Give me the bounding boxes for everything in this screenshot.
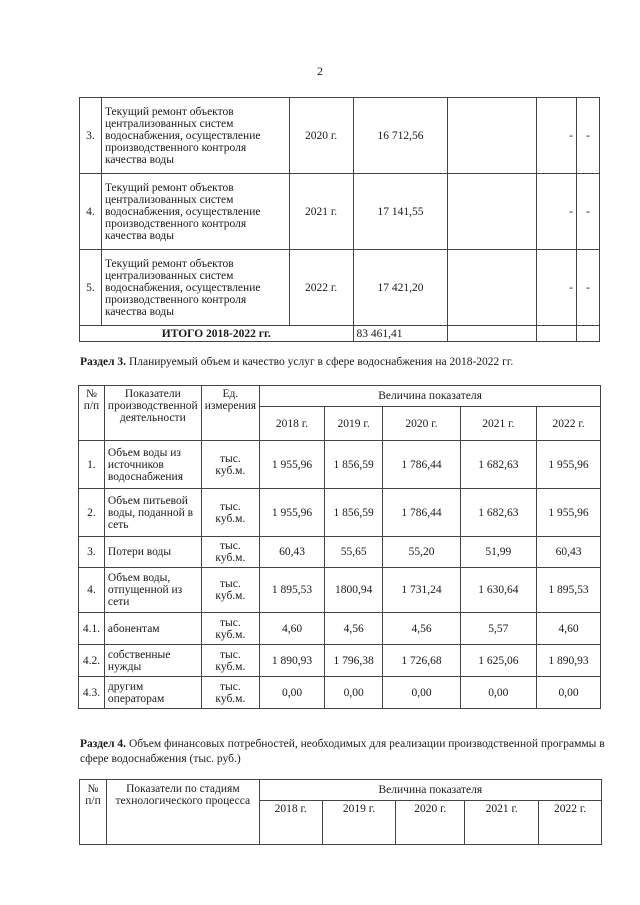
table-row — [79, 441, 601, 489]
num-header: № п/п — [79, 386, 105, 441]
indicator-name: Объем питьевой воды, поданной в сеть — [104, 489, 201, 537]
value-cell: 55,65 — [324, 537, 382, 568]
value-cell: 4,56 — [383, 613, 460, 645]
dash-cell: - — [576, 174, 599, 250]
measure-name: Текущий ремонт объектов централизованных систем водоснабжения, осуществление производственного контроля качества воды — [101, 174, 289, 250]
row-number: 4.3. — [79, 677, 105, 709]
value-cell: 1 890,93 — [260, 645, 325, 677]
measures-table — [79, 97, 600, 342]
section4-text: Объем финансовых потребностей, необходимых для реализации производственной программы в сфере водоснабжения (тыс. руб.) — [80, 738, 605, 765]
empty-cell — [448, 326, 537, 342]
value-cell: 1 955,96 — [260, 441, 325, 489]
measure-amount: 17 421,20 — [353, 250, 448, 326]
unit-cell: тыс. куб.м. — [201, 441, 259, 489]
value-cell: 4,60 — [260, 613, 325, 645]
dash-cell: - — [537, 250, 577, 326]
measure-name: Текущий ремонт объектов централизованных систем водоснабжения, осуществление производственного контроля качества воды — [101, 98, 289, 174]
unit-cell: тыс. куб.м. — [201, 489, 259, 537]
value-cell: 1 895,53 — [537, 568, 601, 613]
value-cell: 60,43 — [260, 537, 325, 568]
value-cell: 1 682,63 — [460, 441, 536, 489]
measure-amount: 17 141,55 — [353, 174, 448, 250]
dash-cell: - — [576, 250, 599, 326]
value-cell: 5,57 — [460, 613, 536, 645]
unit-cell: тыс. куб.м. — [201, 537, 259, 568]
year-header: 2019 г. — [324, 407, 382, 441]
empty-cell — [448, 98, 537, 174]
value-cell: 51,99 — [460, 537, 536, 568]
value-cell: 1 786,44 — [383, 489, 460, 537]
empty-cell — [448, 174, 537, 250]
year-header: 2022 г. — [539, 801, 602, 845]
indicator-name: Потери воды — [104, 537, 201, 568]
measure-year: 2020 г. — [289, 98, 353, 174]
row-number: 1. — [79, 441, 105, 489]
indicator-name: собственные нужды — [104, 645, 201, 677]
table-row — [79, 568, 601, 613]
value-cell: 1 625,06 — [460, 645, 536, 677]
section3-heading — [80, 355, 605, 370]
value-cell: 55,20 — [383, 537, 460, 568]
empty-cell — [448, 250, 537, 326]
indicator-name: Объем воды из источников водоснабжения — [104, 441, 201, 489]
total-label: ИТОГО 2018-2022 гг. — [80, 326, 354, 342]
section3-label: Раздел 3. — [80, 356, 127, 368]
row-number: 4.2. — [79, 645, 105, 677]
year-header: 2021 г. — [460, 407, 536, 441]
section4-heading — [80, 737, 605, 767]
value-cell: 1 796,38 — [324, 645, 382, 677]
row-number: 4. — [79, 568, 105, 613]
row-number: 3. — [79, 537, 105, 568]
services-volume-table — [78, 385, 601, 709]
measure-year: 2022 г. — [289, 250, 353, 326]
value-cell: 60,43 — [537, 537, 601, 568]
value-cell: 1 955,96 — [260, 489, 325, 537]
value-cell: 1 955,96 — [537, 441, 601, 489]
row-number: 5. — [80, 250, 102, 326]
year-header: 2018 г. — [259, 801, 322, 845]
total-row — [80, 326, 600, 342]
unit-cell: тыс. куб.м. — [201, 568, 259, 613]
value-cell: 0,00 — [460, 677, 536, 709]
year-header: 2019 г. — [322, 801, 396, 845]
section3-text: Планируемый объем и качество услуг в сфере водоснабжения на 2018-2022 гг. — [128, 356, 514, 368]
value-cell: 1800,94 — [324, 568, 382, 613]
value-cell: 1 955,96 — [537, 489, 601, 537]
value-cell: 1 895,53 — [260, 568, 325, 613]
value-cell: 4,60 — [537, 613, 601, 645]
row-number: 3. — [80, 98, 102, 174]
dash-cell: - — [537, 174, 577, 250]
value-cell: 1 786,44 — [383, 441, 460, 489]
year-header: 2020 г. — [383, 407, 460, 441]
unit-cell: тыс. куб.м. — [201, 613, 259, 645]
unit-cell: тыс. куб.м. — [201, 677, 259, 709]
value-cell: 0,00 — [324, 677, 382, 709]
indicator-header: Показатели по стадиям технологического процесса — [106, 780, 259, 845]
value-cell: 1 630,64 — [460, 568, 536, 613]
row-number: 4.1. — [79, 613, 105, 645]
value-header: Величина показателя — [260, 386, 601, 407]
table-row — [80, 98, 600, 174]
table-row — [79, 645, 601, 677]
unit-cell: тыс. куб.м. — [201, 645, 259, 677]
value-cell: 1 856,59 — [324, 441, 382, 489]
empty-cell — [576, 326, 599, 342]
measure-year: 2021 г. — [289, 174, 353, 250]
value-header: Величина показателя — [259, 780, 601, 801]
indicator-header: Показатели производственной деятельности — [104, 386, 201, 441]
table-row — [80, 250, 600, 326]
measure-amount: 16 712,56 — [353, 98, 448, 174]
year-header: 2022 г. — [537, 407, 601, 441]
value-cell: 4,56 — [324, 613, 382, 645]
table-row — [79, 489, 601, 537]
value-cell: 0,00 — [537, 677, 601, 709]
table-row — [79, 677, 601, 709]
year-header: 2018 г. — [260, 407, 325, 441]
page-number: 2 — [317, 64, 323, 78]
financial-needs-table — [79, 779, 602, 845]
row-number: 2. — [79, 489, 105, 537]
indicator-name: абонентам — [104, 613, 201, 645]
section4-label: Раздел 4. — [80, 738, 127, 750]
year-header: 2020 г. — [396, 801, 465, 845]
indicator-name: Объем воды, отпущенной из сети — [104, 568, 201, 613]
year-header: 2021 г. — [465, 801, 539, 845]
value-cell: 1 682,63 — [460, 489, 536, 537]
dash-cell: - — [576, 98, 599, 174]
value-cell: 1 726,68 — [383, 645, 460, 677]
table-row — [79, 537, 601, 568]
indicator-name: другим операторам — [104, 677, 201, 709]
row-number: 4. — [80, 174, 102, 250]
value-cell: 1 856,59 — [324, 489, 382, 537]
unit-header: Ед. измерения — [201, 386, 259, 441]
measure-name: Текущий ремонт объектов централизованных систем водоснабжения, осуществление производственного контроля качества воды — [101, 250, 289, 326]
dash-cell: - — [537, 98, 577, 174]
num-header: № п/п — [80, 780, 107, 845]
empty-cell — [537, 326, 577, 342]
value-cell: 0,00 — [260, 677, 325, 709]
value-cell: 0,00 — [383, 677, 460, 709]
value-cell: 1 731,24 — [383, 568, 460, 613]
total-value: 83 461,41 — [353, 326, 448, 342]
table-row — [80, 174, 600, 250]
table-row — [79, 613, 601, 645]
value-cell: 1 890,93 — [537, 645, 601, 677]
